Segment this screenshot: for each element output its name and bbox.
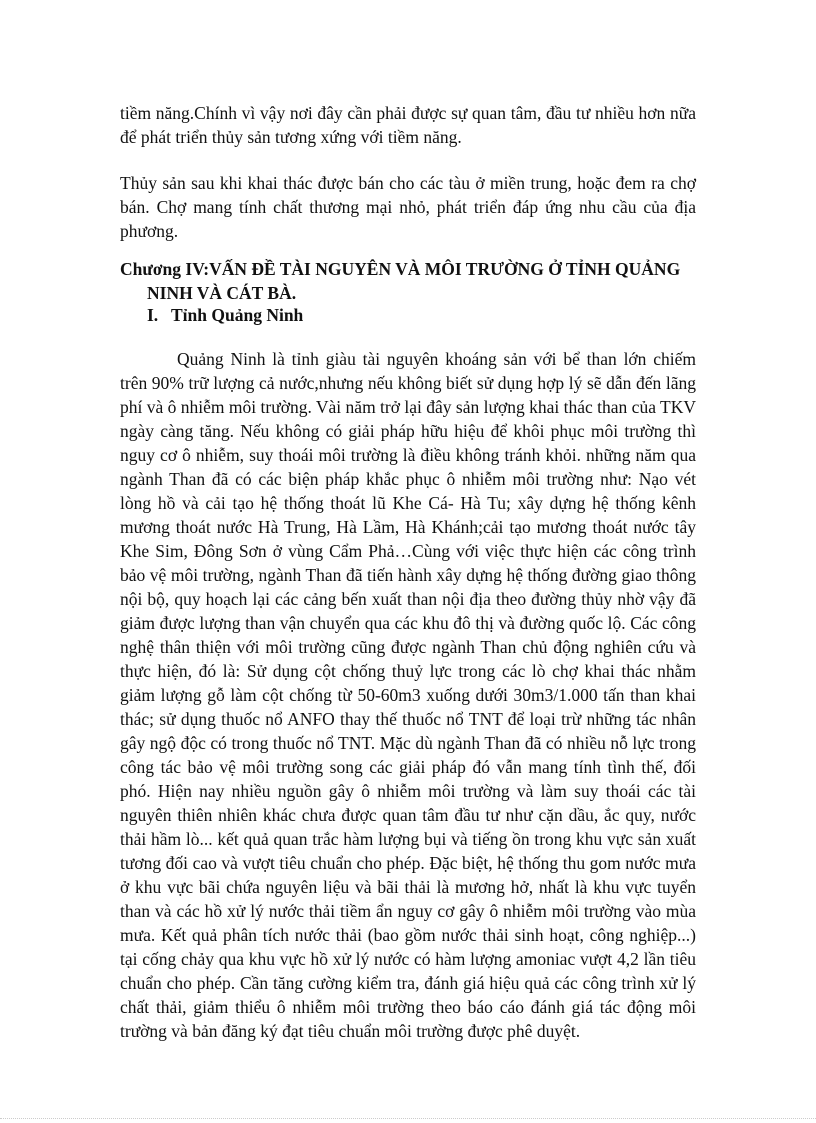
section-title: Tỉnh Quảng Ninh <box>171 305 304 325</box>
page-bottom-divider <box>0 1118 816 1119</box>
paragraph-quang-ninh-environment: Quảng Ninh là tỉnh giàu tài nguyên khoáng sản với bể than lớn chiếm trên 90% trữ lượng cả nước,nhưng nếu không biết sử dụng hợp lý sẽ dẫn đến lãng phí và ô nhiễm môi trường. Vài năm trở lại đây sản lượng khai thác than của TKV ngày càng tăng. Nếu không có giải pháp hữu hiệu để khôi phục môi trường thì nguy cơ ô nhiễm, suy thoái môi trường là điều không tránh khỏi. những năm qua ngành Than đã có các biện pháp khắc phục ô nhiễm môi trường như: Nạo vét lòng hồ và cải tạo hệ thống thoát lũ Khe Cá- Hà Tu; xây dựng hệ thống kênh mương thoát nước Hà Trung, Hà Lầm, Hà Khánh;cải tạo mương thoát nước tây Khe Sim, Đông Sơn ở vùng Cẩm Phả…Cùng với việc thực hiện các công trình bảo vệ môi trường, ngành Than đã tiến hành xây dựng hệ thống đường giao thông nội bộ, quy hoạch lại các cảng bến xuất than nội địa theo đường thủy nhờ vậy đã giảm được lượng than vận chuyển qua các khu đô thị và đường quốc lộ. Các công nghệ thân thiện với môi trường cũng được ngành Than chủ động nghiên cứu và thực hiện, đó là: Sử dụng cột chống thuỷ lực trong các lò chợ khai thác nhằm giảm lượng gỗ làm cột chống từ 50-60m3 xuống dưới 30m3/1.000 tấn than khai thác; sử dụng thuốc nổ ANFO thay thế thuốc nổ TNT để loại trừ những tác nhân gây ngộ độc có trong thuốc nổ TNT. Mặc dù ngành Than đã có nhiều nỗ lực trong công tác bảo vệ môi trường song các giải pháp đó vẫn mang tính tình thế, đối phó. Hiện nay nhiều nguồn gây ô nhiễm môi trường và làm suy thoái các tài nguyên thiên nhiên khác chưa được quan tâm đầu tư như cặn dầu, ắc quy, nước thải hầm lò... kết quả quan trắc hàm lượng bụi và tiếng ồn trong khu vực sản xuất tương đối cao và vượt tiêu chuẩn cho phép. Đặc biệt, hệ thống thu gom nước mưa ở khu vực bãi chứa nguyên liệu và bãi thải là mương hở, nhất là khu vực tuyển than và các hồ xử lý nước thải tiềm ẩn nguy cơ gây ô nhiễm môi trường vào mùa mưa. Kết quả phân tích nước thải (bao gồm nước thải sinh hoạt, công nghiệp...) tại cống chảy qua khu vực hồ xử lý nước có hàm lượng amoniac vượt 4,2 lần tiêu chuẩn cho phép. Cần tăng cường kiểm tra, đánh giá hiệu quả các công trình xử lý chất thải, giảm thiểu ô nhiễm môi trường theo báo cáo đánh giá tác động môi trường và bản đăng ký đạt tiêu chuẩn môi trường được phê duyệt. <box>120 349 696 1041</box>
chapter-heading: Chương IV:VẤN ĐỀ TÀI NGUYÊN VÀ MÔI TRƯỜNG Ở TỈNH QUẢNG NINH VÀ CÁT BÀ. <box>120 259 681 303</box>
section-heading <box>147 303 303 327</box>
paragraph-investment-potential: tiềm năng.Chính vì vậy nơi đây cần phải được sự quan tâm, đầu tư nhiều hơn nữa để phát triển thủy sản tương xứng với tiềm năng. <box>120 103 696 147</box>
paragraph-fishery-sales: Thủy sản sau khi khai thác được bán cho các tàu ở miền trung, hoặc đem ra chợ bán. Chợ mang tính chất thương mại nhỏ, phát triển đáp ứng nhu cầu của địa phương. <box>120 173 696 241</box>
section-number: I. <box>147 305 159 325</box>
